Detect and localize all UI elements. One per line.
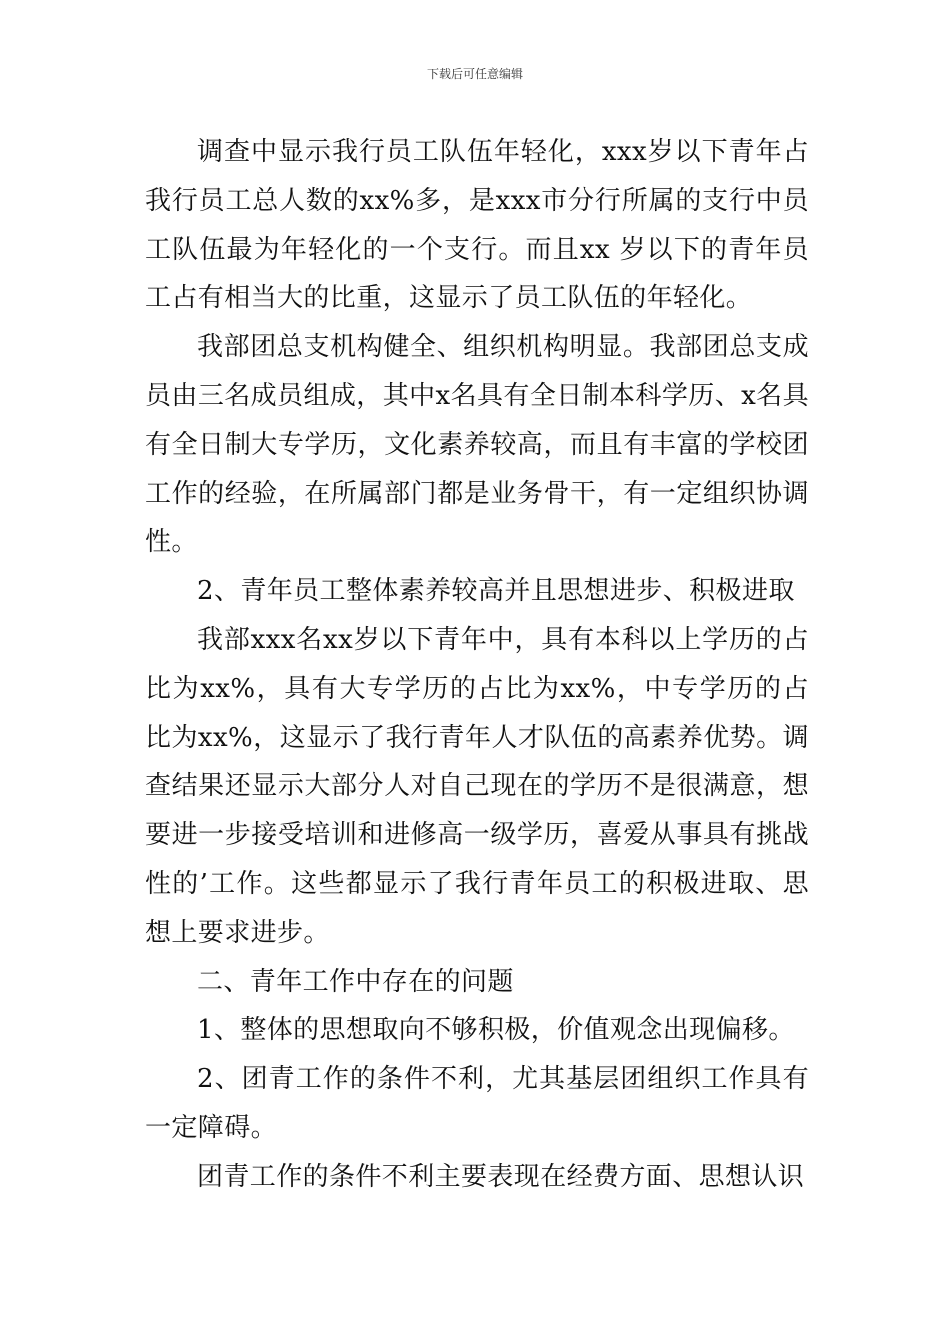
paragraph-conditions: 团青工作的条件不利主要表现在经费方面、思想认识 bbox=[197, 1161, 805, 1192]
page-header: 下载后可任意编辑 bbox=[426, 67, 523, 81]
problem-item-2: 2、团青工作的条件不利，尤其基层团组织工作具有一定障碍。 bbox=[145, 1064, 809, 1143]
section-heading-quality: 2、青年员工整体素养较高并且思想进步、积极进取 bbox=[197, 576, 795, 607]
document-body bbox=[145, 128, 809, 1202]
paragraph-youth-workforce: 调查中显示我行员工队伍年轻化，xxx岁以下青年占我行员工总人数的xx%多，是xxx市分行所属的支行中员工队伍最为年轻化的一个支行。而且xx 岁以下的青年员工占有相当大的比重，这显示了员工队伍的年轻化。 bbox=[145, 137, 809, 314]
paragraph-education-stats: 我部xxx名xx岁以下青年中，具有本科以上学历的占比为xx%，具有大专学历的占比为xx%，中专学历的占比为xx%，这显示了我行青年人才队伍的高素养优势。调查结果还显示大部分人对自己现在的学历不是很满意，想要进一步接受培训和进修高一级学历，喜爱从事具有挑战性的’工作。这些都显示了我行青年员工的积极进取、思想上要求进步。 bbox=[145, 624, 809, 948]
section-heading-problems: 二、青年工作中存在的问题 bbox=[197, 966, 514, 997]
problem-item-1: 1、整体的思想取向不够积极，价值观念出现偏移。 bbox=[197, 1015, 795, 1046]
paragraph-league-organization: 我部团总支机构健全、组织机构明显。我部团总支成员由三名成员组成，其中x名具有全日制本科学历、x名具有全日制大专学历，文化素养较高，而且有丰富的学校团工作的经验，在所属部门都是业务骨干，有一定组织协调性。 bbox=[145, 332, 809, 558]
